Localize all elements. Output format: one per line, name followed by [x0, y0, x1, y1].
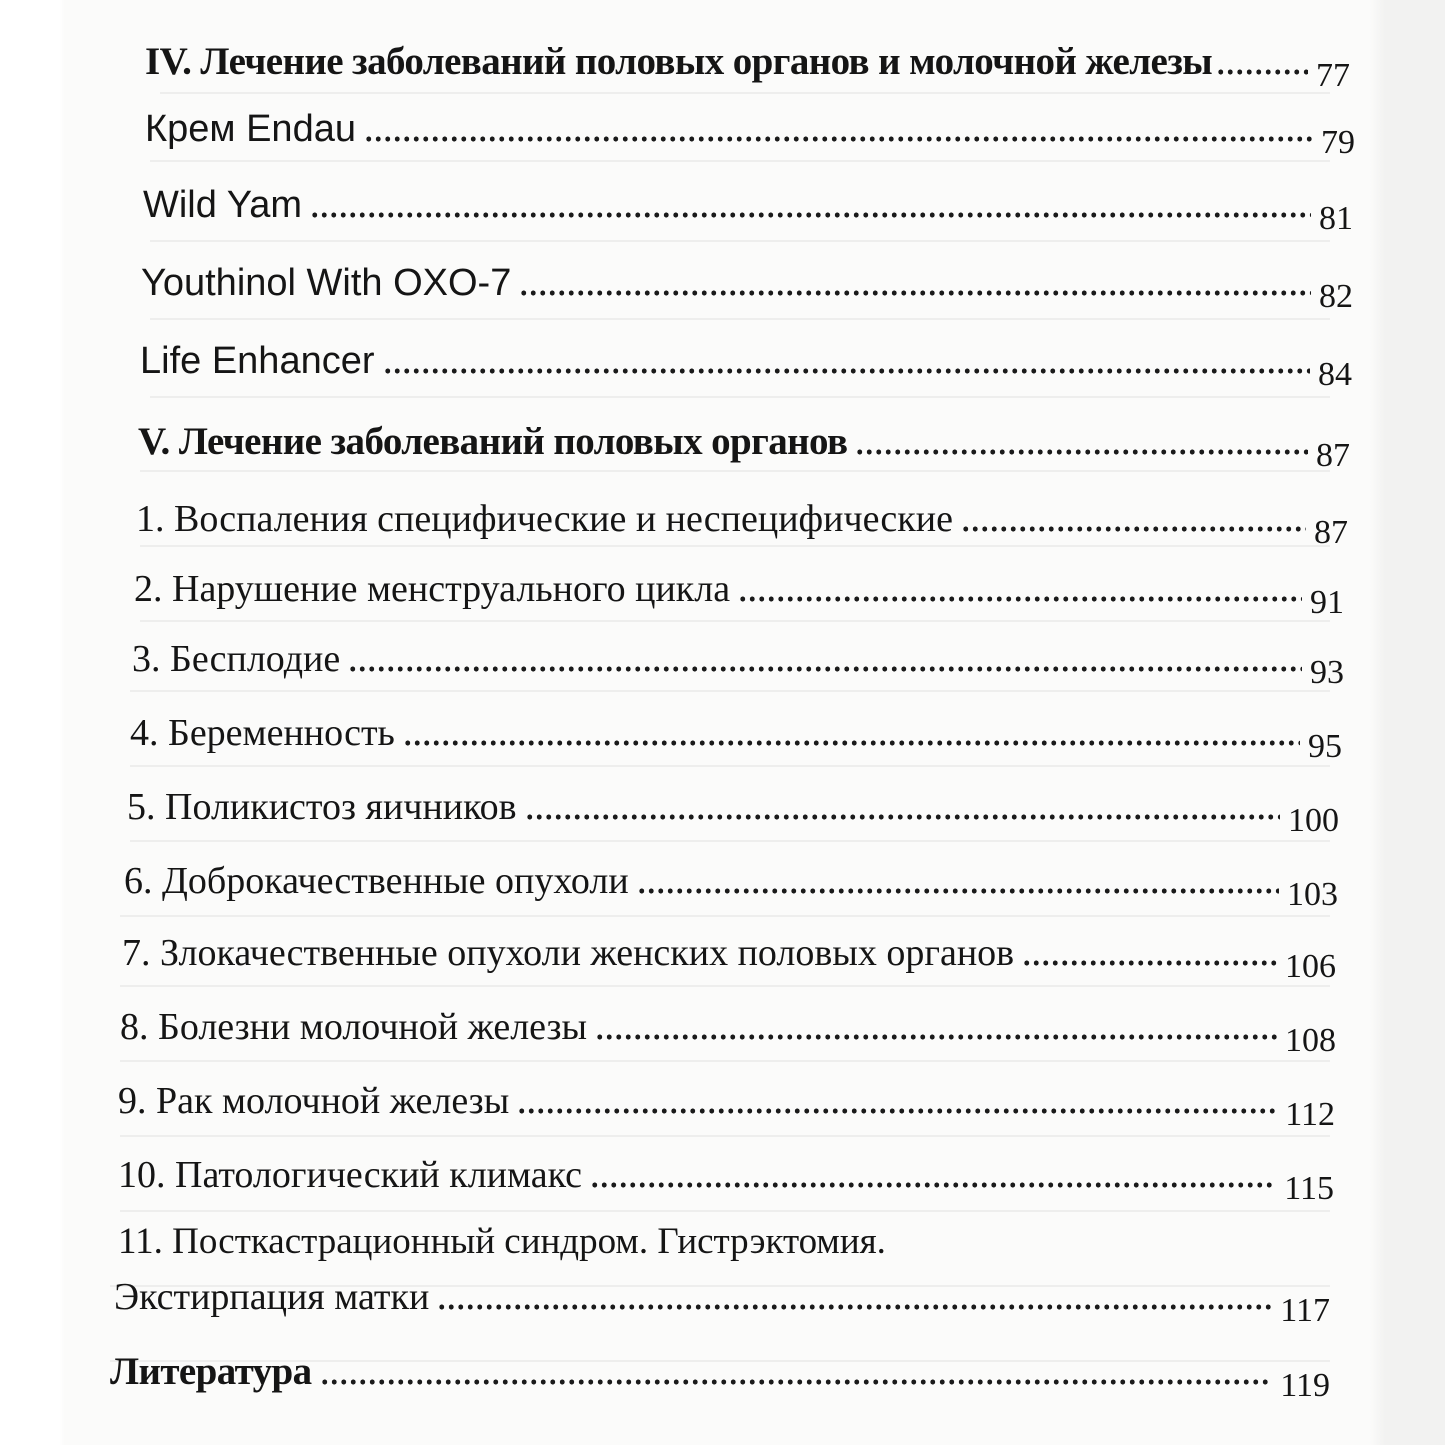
toc-entry-life-enhancer[interactable]: [140, 340, 1352, 393]
toc-entry-title: 8. Болезни молочной железы: [120, 1006, 588, 1048]
toc-entry-page-number: 117: [1280, 1292, 1330, 1329]
dot-leader: [348, 666, 1302, 672]
dot-leader: [590, 1182, 1276, 1188]
toc-entry-title: Экстирпация матки: [114, 1276, 430, 1318]
dot-leader: [595, 1034, 1277, 1040]
dot-leader: [519, 290, 1311, 296]
dot-leader: [1216, 69, 1308, 75]
toc-entry-title: Youthinol With OXO-7: [141, 262, 512, 304]
toc-entry-page-number: 87: [1314, 514, 1348, 551]
dot-leader: [525, 814, 1280, 820]
toc-entry-page-number: 79: [1321, 124, 1355, 161]
toc-entry-page-number: 84: [1318, 356, 1352, 393]
toc-entry-page-number: 115: [1284, 1170, 1334, 1207]
toc-entry-page-number: 119: [1280, 1367, 1330, 1404]
toc-entry-title: 10. Патологический климакс: [118, 1154, 583, 1196]
toc-entry-section-iv[interactable]: [145, 40, 1350, 94]
toc-entry-title: V. Лечение заболеваний половых органов: [138, 420, 848, 463]
toc-entry-title: Крем Endau: [145, 108, 356, 150]
dot-leader: [855, 449, 1308, 455]
dot-leader: [310, 212, 1311, 218]
toc-entry-krem-endau[interactable]: [145, 108, 1355, 161]
dot-leader: [364, 136, 1313, 142]
toc-entry-title: 2. Нарушение менструального цикла: [134, 568, 731, 610]
dot-leader: [383, 368, 1311, 374]
toc-entry-5[interactable]: [127, 786, 1339, 839]
toc-entry-8[interactable]: [120, 1006, 1336, 1059]
toc-entry-title: Life Enhancer: [140, 340, 375, 382]
toc-entry-page-number: 77: [1316, 57, 1350, 94]
toc-entry-title: IV. Лечение заболеваний половых органов и молочной железы: [145, 40, 1213, 83]
toc-entry-3[interactable]: [132, 638, 1344, 691]
dot-leader: [961, 526, 1306, 532]
dot-leader: [320, 1379, 1273, 1385]
toc-entry-page-number: 91: [1310, 584, 1344, 621]
toc-entry-title: 9. Рак молочной железы: [118, 1080, 510, 1122]
toc-entry-page-number: 112: [1285, 1096, 1335, 1133]
dot-leader: [403, 740, 1300, 746]
toc-entry-title: 1. Воспаления специфические и неспецифические: [136, 498, 953, 540]
toc-entry-title: 3. Бесплодие: [132, 638, 341, 680]
toc-entry-4[interactable]: [130, 712, 1342, 765]
toc-entry-section-v[interactable]: [138, 420, 1350, 474]
toc-entry-page-number: 103: [1287, 876, 1338, 913]
toc-entry-title: Wild Yam: [143, 184, 303, 226]
toc-entry-1[interactable]: [136, 498, 1348, 551]
toc-entry-title: 6. Доброкачественные опухоли: [124, 860, 629, 902]
toc-entry-youthinol[interactable]: [141, 262, 1353, 315]
toc-entry-title: Литература: [110, 1350, 312, 1393]
toc-entry-7[interactable]: [122, 932, 1336, 985]
toc-entry-literature[interactable]: [110, 1350, 1330, 1404]
toc-entry-title: 4. Беременность: [130, 712, 395, 754]
toc-entry-page-number: 95: [1308, 728, 1342, 765]
toc-entry-page-number: 87: [1316, 437, 1350, 474]
dot-leader: [517, 1108, 1277, 1114]
toc-entry-6[interactable]: [124, 860, 1338, 913]
toc-entry-wild-yam[interactable]: [143, 184, 1353, 237]
toc-entry-title: 5. Поликистоз яичников: [127, 786, 517, 828]
toc-entry-page-number: 108: [1285, 1022, 1336, 1059]
dot-leader: [437, 1304, 1272, 1310]
toc-entry-title: 7. Злокачественные опухоли женских половых органов: [122, 932, 1015, 974]
toc-entry-11-first-line: 11. Посткастрационный синдром. Гистрэктомия.: [118, 1221, 886, 1262]
toc-entry-page-number: 82: [1319, 278, 1353, 315]
toc-entry-2[interactable]: [134, 568, 1344, 621]
toc-entry-page-number: 81: [1319, 200, 1353, 237]
toc-entry-9[interactable]: [118, 1080, 1335, 1133]
toc-entry-page-number: 93: [1310, 654, 1344, 691]
dot-leader: [1022, 960, 1277, 966]
toc-entry-page-number: 106: [1285, 948, 1336, 985]
toc-entry-10[interactable]: [118, 1154, 1334, 1207]
dot-leader: [637, 888, 1279, 894]
dot-leader: [738, 596, 1302, 602]
toc-entry-page-number: 100: [1288, 802, 1339, 839]
toc-entry-11[interactable]: [114, 1276, 1330, 1329]
